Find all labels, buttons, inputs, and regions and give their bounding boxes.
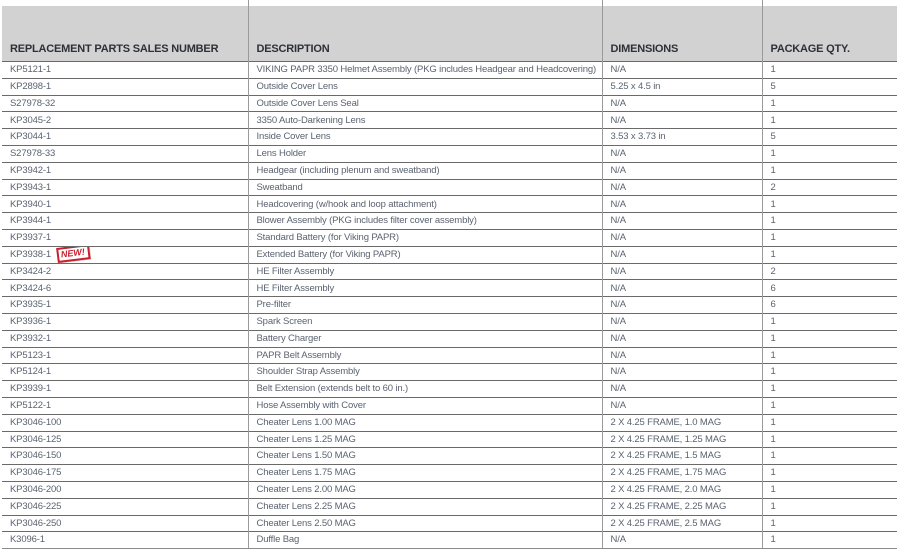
table-row	[2, 532, 897, 549]
sales-number-cell	[2, 532, 248, 549]
table-row	[2, 129, 897, 146]
dimensions-cell: N/A	[602, 179, 762, 196]
sales-number-text: KP3046-150	[10, 450, 62, 462]
sales-number-cell	[2, 313, 248, 330]
package-qty-cell: 1	[762, 62, 897, 79]
sales-number-text: KP3424-2	[10, 265, 52, 277]
dimensions-cell: 2 X 4.25 FRAME, 1.5 MAG	[602, 448, 762, 465]
replacement-parts-table	[2, 0, 897, 549]
package-qty-cell: 1	[762, 330, 897, 347]
package-qty-cell: 1	[762, 145, 897, 162]
sales-number-cell	[2, 145, 248, 162]
sales-number-text: KP3936-1	[10, 316, 52, 328]
dimensions-cell: 5.25 x 4.5 in	[602, 78, 762, 95]
dimensions-cell: N/A	[602, 313, 762, 330]
dimensions-cell: 2 X 4.25 FRAME, 1.75 MAG	[602, 465, 762, 482]
dimensions-cell: N/A	[602, 112, 762, 129]
package-qty-cell: 1	[762, 364, 897, 381]
dimensions-cell: 2 X 4.25 FRAME, 1.0 MAG	[602, 414, 762, 431]
table-row	[2, 515, 897, 532]
column-header-dimensions: DIMENSIONS	[602, 6, 762, 62]
dimensions-cell: N/A	[602, 95, 762, 112]
dimensions-cell: 2 X 4.25 FRAME, 2.0 MAG	[602, 481, 762, 498]
sales-number-text: KP3944-1	[10, 215, 52, 227]
dimensions-cell: N/A	[602, 397, 762, 414]
table-row	[2, 280, 897, 297]
table-row	[2, 246, 897, 263]
package-qty-cell: 1	[762, 381, 897, 398]
dimensions-cell: N/A	[602, 364, 762, 381]
description-cell: Extended Battery (for Viking PAPR)	[248, 246, 602, 263]
description-cell: HE Filter Assembly	[248, 263, 602, 280]
sales-number-cell	[2, 397, 248, 414]
sales-number-cell	[2, 481, 248, 498]
sales-number-cell	[2, 515, 248, 532]
sales-number-cell	[2, 78, 248, 95]
description-cell: Standard Battery (for Viking PAPR)	[248, 229, 602, 246]
sales-number-text: KP3046-250	[10, 517, 62, 529]
table-header-row	[2, 6, 897, 62]
new-badge: NEW!	[56, 246, 91, 263]
description-cell: Cheater Lens 2.00 MAG	[248, 481, 602, 498]
dimensions-cell: N/A	[602, 347, 762, 364]
sales-number-text: KP3942-1	[10, 164, 52, 176]
sales-number-cell	[2, 431, 248, 448]
table-row	[2, 481, 897, 498]
description-cell: Cheater Lens 2.50 MAG	[248, 515, 602, 532]
dimensions-cell: N/A	[602, 213, 762, 230]
description-cell: 3350 Auto-Darkening Lens	[248, 112, 602, 129]
description-cell: Cheater Lens 2.25 MAG	[248, 498, 602, 515]
dimensions-cell: N/A	[602, 162, 762, 179]
description-cell: HE Filter Assembly	[248, 280, 602, 297]
description-cell: Spark Screen	[248, 313, 602, 330]
sales-number-cell	[2, 263, 248, 280]
dimensions-cell: 2 X 4.25 FRAME, 2.5 MAG	[602, 515, 762, 532]
table-row	[2, 145, 897, 162]
dimensions-cell: N/A	[602, 229, 762, 246]
sales-number-cell	[2, 297, 248, 314]
description-cell: Battery Charger	[248, 330, 602, 347]
table-row	[2, 213, 897, 230]
description-cell: PAPR Belt Assembly	[248, 347, 602, 364]
sales-number-text: KP3935-1	[10, 299, 52, 311]
package-qty-cell: 5	[762, 129, 897, 146]
column-header-description: DESCRIPTION	[248, 6, 602, 62]
table-row	[2, 196, 897, 213]
sales-number-cell	[2, 448, 248, 465]
description-cell: Lens Holder	[248, 145, 602, 162]
table-row	[2, 229, 897, 246]
package-qty-cell: 1	[762, 448, 897, 465]
package-qty-cell: 1	[762, 532, 897, 549]
package-qty-cell: 1	[762, 347, 897, 364]
description-cell: Hose Assembly with Cover	[248, 397, 602, 414]
description-cell: Pre-filter	[248, 297, 602, 314]
sales-number-cell	[2, 229, 248, 246]
description-cell: Belt Extension (extends belt to 60 in.)	[248, 381, 602, 398]
description-cell: Outside Cover Lens Seal	[248, 95, 602, 112]
table-row	[2, 95, 897, 112]
description-cell: Cheater Lens 1.25 MAG	[248, 431, 602, 448]
sales-number-text: S27978-33	[10, 148, 56, 160]
package-qty-cell: 1	[762, 246, 897, 263]
sales-number-text: KP3046-175	[10, 467, 62, 479]
sales-number-text: KP3046-100	[10, 416, 62, 428]
description-cell: Outside Cover Lens	[248, 78, 602, 95]
description-cell: VIKING PAPR 3350 Helmet Assembly (PKG includes Headgear and Headcovering)	[248, 62, 602, 79]
sales-number-text: KP2898-1	[10, 80, 52, 92]
table-row	[2, 498, 897, 515]
sales-number-text: KP3044-1	[10, 131, 52, 143]
table-row	[2, 263, 897, 280]
sales-number-cell	[2, 62, 248, 79]
sales-number-text: KP3046-200	[10, 484, 62, 496]
sales-number-cell	[2, 162, 248, 179]
dimensions-cell: N/A	[602, 330, 762, 347]
sales-number-cell	[2, 347, 248, 364]
sales-number-text: KP3938-1	[10, 249, 52, 261]
dimensions-cell: N/A	[602, 263, 762, 280]
table-row	[2, 448, 897, 465]
table-row	[2, 347, 897, 364]
table-row	[2, 465, 897, 482]
sales-number-cell	[2, 246, 248, 263]
description-cell: Duffle Bag	[248, 532, 602, 549]
package-qty-cell: 1	[762, 229, 897, 246]
sales-number-text: KP3424-6	[10, 282, 52, 294]
sales-number-cell	[2, 112, 248, 129]
package-qty-cell: 1	[762, 498, 897, 515]
table-row	[2, 313, 897, 330]
package-qty-cell: 1	[762, 162, 897, 179]
sales-number-cell	[2, 498, 248, 515]
sales-number-cell	[2, 280, 248, 297]
sales-number-text: KP3940-1	[10, 198, 52, 210]
sales-number-text: KP3046-225	[10, 500, 62, 512]
dimensions-cell: N/A	[602, 381, 762, 398]
package-qty-cell: 1	[762, 481, 897, 498]
package-qty-cell: 1	[762, 465, 897, 482]
sales-number-text: KP5121-1	[10, 64, 52, 76]
package-qty-cell: 1	[762, 112, 897, 129]
package-qty-cell: 1	[762, 414, 897, 431]
dimensions-cell: N/A	[602, 196, 762, 213]
description-cell: Shoulder Strap Assembly	[248, 364, 602, 381]
sales-number-cell	[2, 414, 248, 431]
dimensions-cell: 2 X 4.25 FRAME, 2.25 MAG	[602, 498, 762, 515]
column-header-sales-number: REPLACEMENT PARTS SALES NUMBER	[2, 6, 248, 62]
table-row	[2, 62, 897, 79]
description-cell: Cheater Lens 1.50 MAG	[248, 448, 602, 465]
table-row	[2, 431, 897, 448]
package-qty-cell: 2	[762, 263, 897, 280]
sales-number-text: K3096-1	[10, 534, 45, 546]
sales-number-cell	[2, 213, 248, 230]
package-qty-cell: 2	[762, 179, 897, 196]
dimensions-cell: N/A	[602, 246, 762, 263]
sales-number-cell	[2, 129, 248, 146]
dimensions-cell: N/A	[602, 280, 762, 297]
table-row	[2, 364, 897, 381]
sales-number-cell	[2, 95, 248, 112]
sales-number-text: S27978-32	[10, 97, 56, 109]
dimensions-cell: N/A	[602, 145, 762, 162]
table-row	[2, 414, 897, 431]
sales-number-cell	[2, 179, 248, 196]
sales-number-text: KP3045-2	[10, 114, 52, 126]
table-row	[2, 78, 897, 95]
sales-number-cell	[2, 330, 248, 347]
description-cell: Headcovering (w/hook and loop attachment)	[248, 196, 602, 213]
sales-number-text: KP3932-1	[10, 332, 52, 344]
table-row	[2, 381, 897, 398]
sales-number-text: KP5122-1	[10, 400, 52, 412]
dimensions-cell: 2 X 4.25 FRAME, 1.25 MAG	[602, 431, 762, 448]
sales-number-cell	[2, 196, 248, 213]
sales-number-cell	[2, 381, 248, 398]
description-cell: Blower Assembly (PKG includes filter cover assembly)	[248, 213, 602, 230]
description-cell: Headgear (including plenum and sweatband)	[248, 162, 602, 179]
sales-number-text: KP3939-1	[10, 383, 52, 395]
package-qty-cell: 1	[762, 515, 897, 532]
description-cell: Cheater Lens 1.00 MAG	[248, 414, 602, 431]
table-row	[2, 179, 897, 196]
column-header-package-qty: PACKAGE QTY.	[762, 6, 897, 62]
table-row	[2, 162, 897, 179]
dimensions-cell: N/A	[602, 297, 762, 314]
sales-number-text: KP5123-1	[10, 349, 52, 361]
dimensions-cell: N/A	[602, 62, 762, 79]
sales-number-text: KP3943-1	[10, 181, 52, 193]
package-qty-cell: 6	[762, 297, 897, 314]
package-qty-cell: 1	[762, 397, 897, 414]
sales-number-cell	[2, 364, 248, 381]
table-row	[2, 330, 897, 347]
package-qty-cell: 1	[762, 431, 897, 448]
package-qty-cell: 1	[762, 313, 897, 330]
dimensions-cell: 3.53 x 3.73 in	[602, 129, 762, 146]
description-cell: Sweatband	[248, 179, 602, 196]
description-cell: Inside Cover Lens	[248, 129, 602, 146]
dimensions-cell: N/A	[602, 532, 762, 549]
sales-number-text: KP5124-1	[10, 366, 52, 378]
package-qty-cell: 1	[762, 95, 897, 112]
sales-number-text: KP3046-125	[10, 433, 62, 445]
package-qty-cell: 1	[762, 213, 897, 230]
sales-number-text: KP3937-1	[10, 232, 52, 244]
package-qty-cell: 6	[762, 280, 897, 297]
table-row	[2, 397, 897, 414]
table-row	[2, 112, 897, 129]
package-qty-cell: 1	[762, 196, 897, 213]
table-row	[2, 297, 897, 314]
package-qty-cell: 5	[762, 78, 897, 95]
description-cell: Cheater Lens 1.75 MAG	[248, 465, 602, 482]
sales-number-cell	[2, 465, 248, 482]
